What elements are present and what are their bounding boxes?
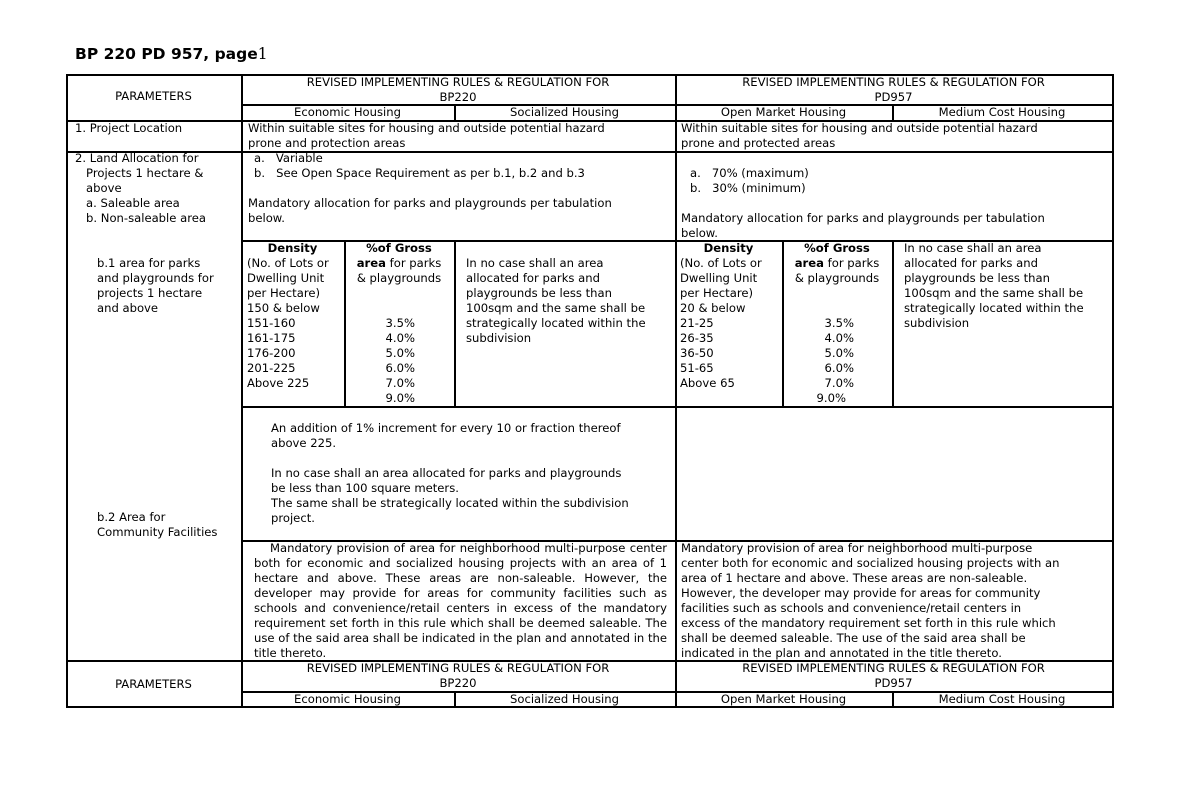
text-line: Mandatory provision of area for neighborhood multi-purpose (681, 541, 1033, 555)
text-line: PD957 (874, 90, 913, 104)
text-line: above (75, 181, 122, 195)
text-line: 150 & below (247, 301, 320, 315)
divider (892, 240, 894, 407)
bp220-density-header: Density (267, 241, 318, 255)
page-number: 1 (257, 45, 268, 63)
text-line: a. 70% (maximum) (690, 166, 809, 180)
land-allocation-param (75, 151, 206, 226)
text-line: below. (248, 211, 285, 225)
text-line: Within suitable sites for housing and outside potential hazard (681, 121, 1038, 135)
parameters-header: PARAMETERS (115, 89, 192, 103)
text-line: shall be deemed saleable. The use of the said area shall be (681, 631, 1026, 645)
bp220-density-values (247, 301, 320, 391)
text-line: allocated for parks and (904, 256, 1038, 270)
text-line: 26-35 (680, 331, 714, 345)
pd957-header (675, 75, 1112, 105)
bp220-header-repeat (241, 661, 675, 691)
pd957-header-repeat (675, 661, 1112, 691)
bp220-density-sub (247, 256, 329, 301)
bp220-gross-header: %of Gross (366, 241, 432, 255)
socialized-housing-header-repeat: Socialized Housing (510, 692, 619, 706)
text-line: 1. Project Location (75, 121, 183, 135)
text-line: 151-160 (247, 316, 296, 330)
open-market-housing-header: Open Market Housing (720, 105, 847, 119)
pd957-last-percent: 9.0% (816, 391, 846, 405)
text-line: b.2 Area for (97, 510, 166, 524)
text-line: below. (681, 226, 718, 240)
gross-sub-text: for parks (823, 256, 880, 270)
pd957-percent-values (782, 316, 854, 391)
text-line: An addition of 1% increment for every 10 or fraction thereof (271, 421, 621, 435)
text-line: 3.5% (824, 316, 854, 330)
divider (241, 74, 243, 708)
socialized-housing-header: Socialized Housing (510, 105, 619, 119)
text-line: 4.0% (385, 331, 415, 345)
text-line: Within suitable sites for housing and outside potential hazard (248, 121, 605, 135)
text-line: allocated for parks and (466, 271, 600, 285)
bp220-community-facilities: Mandatory provision of area for neighborhood multi-purpose center both for economic and socialized housing projects with an area of 1 hectare and above. These areas are non-saleable. However, the developer may provide for areas for community facilities such as schools and convenience/retail centers in excess of the mandatory requirement set forth in this rule which shall be deemed saleable. The use of the said area shall be indicated in the plan and annotated in the title thereto. (254, 541, 667, 660)
text-line: above 225. (271, 436, 337, 450)
text-line: 100sqm and the same shall be (466, 301, 646, 315)
text-line: be less than 100 square meters. (271, 481, 459, 495)
text-line: PD957 (874, 676, 913, 690)
gross-sub-text: & playgrounds (794, 271, 880, 285)
text-line: REVISED IMPLEMENTING RULES & REGULATION FOR (306, 75, 610, 89)
text-line: subdivision (466, 331, 532, 345)
title-text: BP 220 PD 957, page (75, 45, 258, 63)
pd957-density-sub (680, 256, 762, 301)
medium-cost-housing-header-repeat: Medium Cost Housing (938, 692, 1066, 706)
bp220-b1-note (466, 256, 646, 346)
text-line: Mandatory allocation for parks and playgrounds per tabulation (681, 211, 1045, 225)
parameters-header-repeat: PARAMETERS (115, 677, 192, 691)
text-line: and above (97, 301, 159, 315)
text-line: b. 30% (minimum) (690, 181, 806, 195)
text-line: Dwelling Unit (247, 271, 325, 285)
bp220-project-location (248, 121, 605, 151)
text-line: facilities such as schools and convenience/retail centers in (681, 601, 1022, 615)
pd957-land-allocation-items (690, 166, 809, 196)
b2-param (97, 510, 217, 540)
bp220-land-allocation-items (254, 151, 585, 181)
text-line: center both for economic and socialized housing projects with an (681, 556, 1060, 570)
pd957-project-location (681, 121, 1038, 151)
text-line: b. Non-saleable area (75, 211, 206, 225)
text-line: 20 & below (680, 301, 746, 315)
text-line: 2. Land Allocation for (75, 151, 199, 165)
text-line: BP220 (439, 676, 477, 690)
text-line: playgrounds be less than (466, 286, 612, 300)
text-line: 6.0% (385, 361, 415, 375)
bp220-increment-note (271, 421, 621, 451)
divider (454, 240, 456, 407)
text-line: 5.0% (824, 346, 854, 360)
economic-housing-header-repeat: Economic Housing (294, 692, 401, 706)
text-line: However, the developer may provide for areas for community (681, 586, 1041, 600)
pd957-b1-note (904, 241, 1084, 331)
text-line: excess of the mandatory requirement set forth in this rule which (681, 616, 1056, 630)
pd957-density-header: Density (703, 241, 754, 255)
text-line: REVISED IMPLEMENTING RULES & REGULATION FOR (742, 661, 1045, 675)
pd957-community-facilities (681, 541, 1059, 661)
divider (66, 151, 1114, 153)
divider (1112, 74, 1114, 708)
text-line: In no case shall an area allocated for parks and playgrounds (271, 466, 622, 480)
gross-sub-text: for parks (385, 256, 442, 270)
text-line: 6.0% (824, 361, 854, 375)
text-line: playgrounds be less than (904, 271, 1050, 285)
text-line: Above 225 (247, 376, 310, 390)
text-line: Community Facilities (97, 525, 218, 539)
text-line: 161-175 (247, 331, 296, 345)
text-line: subdivision (904, 316, 970, 330)
pd957-density-values (680, 301, 745, 391)
open-market-housing-header-repeat: Open Market Housing (720, 692, 847, 706)
bp220-minimum-note (271, 466, 629, 526)
pd957-gross-header: %of Gross (804, 241, 870, 255)
bp220-header (241, 75, 675, 105)
text-line: b.1 area for parks (97, 256, 201, 270)
gross-sub-text: & playgrounds (356, 271, 442, 285)
text-line: per Hectare) (247, 286, 320, 300)
text-line: 51-65 (680, 361, 714, 375)
divider (675, 74, 677, 708)
text-line: REVISED IMPLEMENTING RULES & REGULATION FOR (306, 661, 610, 675)
text-line: 3.5% (385, 316, 415, 330)
text-line: strategically located within the (904, 301, 1084, 315)
gross-sub-bold: area (794, 256, 824, 270)
economic-housing-header: Economic Housing (294, 105, 401, 119)
text-line: (No. of Lots or (247, 256, 329, 270)
text-line: b. See Open Space Requirement as per b.1, b.2 and b.3 (254, 166, 585, 180)
text-line: projects 1 hectare (97, 286, 203, 300)
text-line: Dwelling Unit (680, 271, 758, 285)
text-line: per Hectare) (680, 286, 753, 300)
b1-param (97, 256, 214, 316)
text-line: 21-25 (680, 316, 714, 330)
text-line: prone and protection areas (248, 136, 406, 150)
text-line: Mandatory allocation for parks and playgrounds per tabulation (248, 196, 612, 210)
text-line: 176-200 (247, 346, 296, 360)
text-line: In no case shall an area (904, 241, 1042, 255)
text-line: Above 65 (680, 376, 735, 390)
medium-cost-housing-header: Medium Cost Housing (938, 105, 1066, 119)
project-location-param (75, 121, 182, 136)
text-line: prone and protected areas (681, 136, 836, 150)
text-line: strategically located within the (466, 316, 646, 330)
pd957-gross-sub (782, 256, 892, 286)
divider (241, 406, 1114, 408)
text-line: 36-50 (680, 346, 714, 360)
text-line: 7.0% (385, 376, 415, 390)
text-line: (No. of Lots or (680, 256, 762, 270)
text-line: In no case shall an area (466, 256, 604, 270)
divider (66, 74, 68, 708)
text-line: area of 1 hectare and above. These areas are non-saleable. (681, 571, 1028, 585)
text-line: 100sqm and the same shall be (904, 286, 1084, 300)
text-line: 5.0% (385, 346, 415, 360)
text-line: REVISED IMPLEMENTING RULES & REGULATION FOR (742, 75, 1045, 89)
text-line: and playgrounds for (97, 271, 214, 285)
text-line: indicated in the plan and annotated in the title thereto. (681, 646, 1002, 660)
text-line: 4.0% (824, 331, 854, 345)
bp220-gross-sub (344, 256, 454, 286)
text-line: project. (271, 511, 315, 525)
bp220-last-percent: 9.0% (385, 391, 415, 405)
bp220-land-allocation-note (248, 196, 612, 226)
page-title (75, 45, 268, 63)
text-line: 201-225 (247, 361, 296, 375)
text-line: 7.0% (824, 376, 854, 390)
text-line: a. Variable (254, 151, 323, 165)
gross-sub-bold: area (356, 256, 386, 270)
text-line: Projects 1 hectare & (75, 166, 204, 180)
text-line: a. Saleable area (75, 196, 180, 210)
pd957-land-allocation-note (681, 211, 1045, 241)
bp220-percent-values (344, 316, 415, 391)
text-line: BP220 (439, 90, 477, 104)
text-line: The same shall be strategically located within the subdivision (271, 496, 629, 510)
